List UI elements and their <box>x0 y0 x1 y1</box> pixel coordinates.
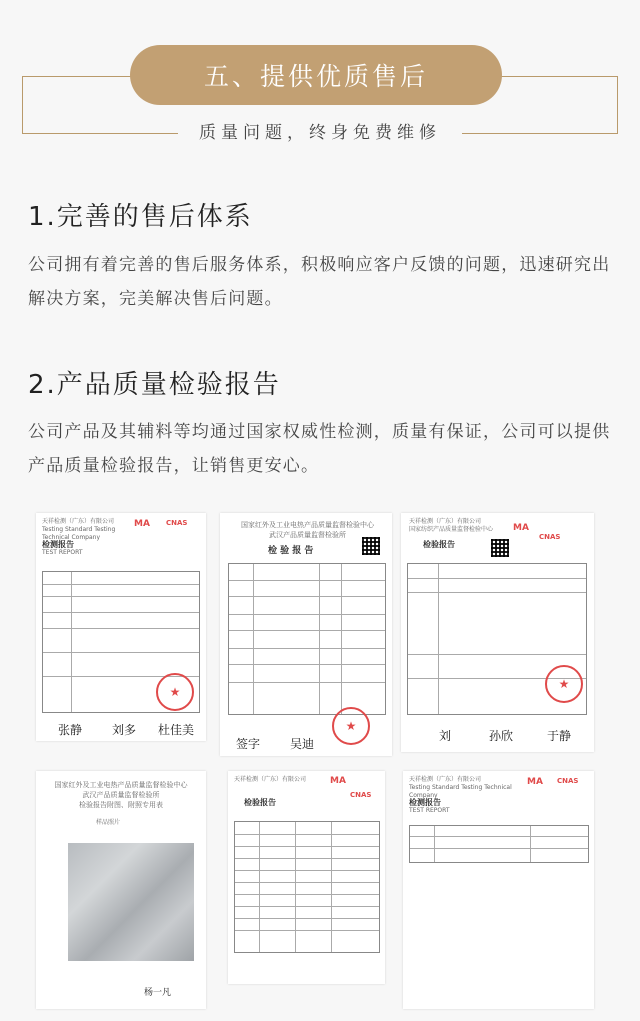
report-5-table <box>234 821 380 953</box>
report-image-2 <box>220 513 392 756</box>
report-image-4 <box>36 771 206 1009</box>
report-3-stamp: ★ <box>545 665 583 703</box>
report-1-signature-3: 杜佳美 <box>158 723 195 737</box>
report-3-qr-code <box>491 539 509 557</box>
cnas-badge: CNAS <box>166 519 188 527</box>
report-6-table <box>409 825 589 863</box>
report-1-title-en: TEST REPORT <box>42 549 83 556</box>
report-image-1 <box>36 513 206 741</box>
sample-fabric-photo <box>68 843 194 961</box>
report-4-signature-1: 杨一凡 <box>144 988 172 998</box>
report-image-3 <box>401 513 594 752</box>
report-2-table <box>228 563 386 715</box>
report-4-org2: 武汉产品质量监督检验所 <box>82 791 160 799</box>
report-5-org: 天祥检测（广东）有限公司 <box>234 776 307 783</box>
heading-quality-report: 2.产品质量检验报告 <box>28 370 281 400</box>
paragraph-after-sales-system: 公司拥有着完善的售后服务体系，积极响应客户反馈的问题，迅速研究出解决方案，完美解决售后问题。 <box>28 255 611 309</box>
cma-badge: MA <box>527 777 543 787</box>
report-3-org: 天祥检测（广东）有限公司 <box>409 518 482 525</box>
report-2-signature-2: 吴迪 <box>290 737 315 751</box>
report-4-org: 国家红外及工业电热产品质量监督检验中心 <box>54 781 188 789</box>
report-3-title: 检验报告 <box>423 540 455 549</box>
report-2-org: 国家红外及工业电热产品质量监督检验中心 <box>241 521 374 529</box>
report-1-signature-2: 刘多 <box>112 723 137 737</box>
report-2-org2: 武汉产品质量监督检验所 <box>269 531 346 539</box>
report-image-5 <box>228 771 385 984</box>
report-2-signature-1: 签字 <box>236 737 261 751</box>
report-3-org2: 国家纺织产品质量监督检验中心 <box>409 526 494 533</box>
report-4-title: 检验报告附图、附照专用表 <box>79 801 163 809</box>
report-1-stamp: ★ <box>156 673 194 711</box>
report-image-6 <box>403 771 594 1009</box>
cnas-badge: CNAS <box>557 777 579 785</box>
report-1-org: 天祥检测（广东）有限公司 <box>42 518 115 525</box>
cma-badge: MA <box>134 519 150 529</box>
report-3-signature-2: 孙欣 <box>489 729 514 743</box>
report-1-title: 检测报告 <box>42 540 74 549</box>
cma-badge: MA <box>513 523 529 533</box>
report-6-org: 天祥检测（广东）有限公司 <box>409 776 482 783</box>
report-3-signature-1: 刘 <box>439 729 452 743</box>
report-6-org-en: Testing Standard Testing Technical Company <box>409 784 512 799</box>
report-6-title: 检测报告 <box>409 798 441 807</box>
heading-after-sales-system: 1.完善的售后体系 <box>28 202 253 232</box>
report-2-qr-code <box>362 537 380 555</box>
report-5-title: 检验报告 <box>244 798 276 807</box>
report-6-title-en: TEST REPORT <box>409 807 450 814</box>
report-1-org-en: Testing Standard Testing Technical Company <box>42 526 116 541</box>
report-3-signature-3: 于静 <box>547 729 572 743</box>
cnas-badge: CNAS <box>539 533 561 541</box>
report-2-stamp: ★ <box>332 707 370 745</box>
report-1-signature-1: 张静 <box>58 723 83 737</box>
section-banner-title: 五、提供优质售后 <box>130 45 502 105</box>
cnas-badge: CNAS <box>350 791 372 799</box>
paragraph-quality-report: 公司产品及其辅料等均通过国家权威性检测，质量有保证，公司可以提供产品质量检验报告，让销售更安心。 <box>28 422 611 476</box>
report-4-caption: 样品照片 <box>96 819 121 826</box>
section-banner-subtitle: 质量问题，终身免费维修 <box>199 123 441 143</box>
report-2-title: 检 验 报 告 <box>268 546 314 556</box>
cma-badge: MA <box>330 776 346 786</box>
